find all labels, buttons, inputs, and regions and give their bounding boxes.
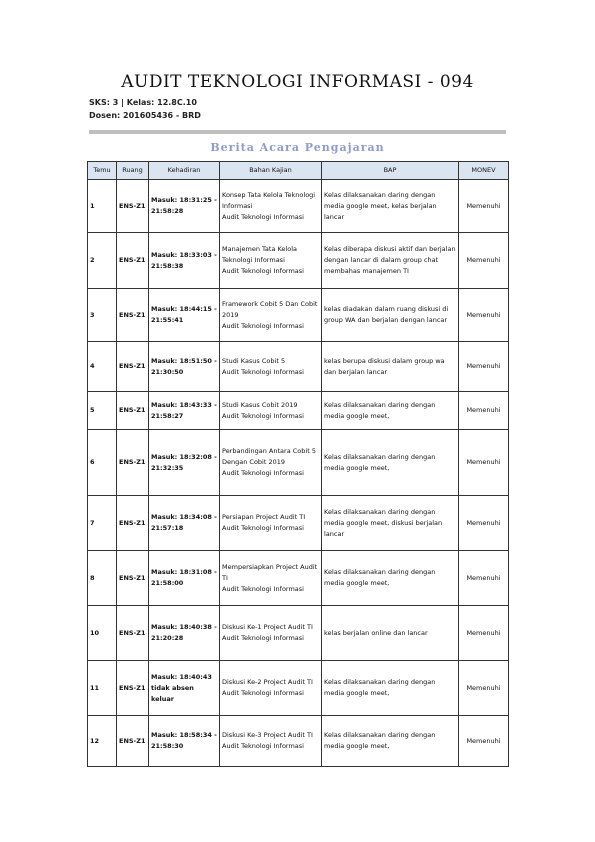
bahan-kajian-text: Diskusi Ke-1 Project Audit TI Audit Teknologi Informasi	[222, 623, 313, 642]
cell-temu: 4	[88, 342, 117, 392]
cell-kehadiran: Masuk: 18:31:25 - 21:58:28	[149, 180, 220, 233]
cell-temu: 10	[88, 606, 117, 661]
cell-kehadiran: Masuk: 18:51:50 - 21:30:50	[149, 342, 220, 392]
bahan-kajian-text: Studi Kasus Cobit 5 Audit Teknologi Informasi	[222, 356, 304, 376]
cell-kehadiran: Masuk: 18:44:15 - 21:55:41	[149, 289, 220, 342]
cell-bap: Kelas diberapa diskusi aktif dan berjalan dengan lancar di dalam group chat membahas manajemen TI	[322, 233, 459, 289]
cell-bap: Kelas dilaksanakan daring dengan media google meet,	[322, 716, 459, 767]
teaching-report-table	[87, 161, 509, 767]
lecturer-line: Dosen: 201605436 - BRD	[89, 111, 201, 120]
cell-bap: Kelas dilaksanakan daring dengan media google meet, diskusi berjalan lancar	[322, 496, 459, 551]
bahan-kajian-text: Mempersiapkan Project Audit TI Audit Teknologi Informasi	[222, 562, 318, 593]
cell-temu: 8	[88, 551, 117, 606]
cell-bap: kelas diadakan dalam ruang diskusi di group WA dan berjalan dengan lancar	[322, 289, 459, 342]
bahan-kajian-text: Diskusi Ke-3 Project Audit TI Audit Teknologi Informasi	[222, 731, 313, 750]
bahan-kajian-text: Perbandingan Antara Cobit 5 Dengan Cobit 2019 Audit Teknologi Informasi	[222, 447, 316, 477]
bahan-kajian-text: Persiapan Project Audit TI Audit Teknologi Informasi	[222, 513, 306, 532]
sks-class-line: SKS: 3 | Kelas: 12.8C.10	[89, 98, 197, 107]
cell-temu: 5	[88, 392, 117, 430]
cell-bahan-kajian	[220, 180, 322, 233]
bahan-kajian-text: Studi Kasus Cobit 2019 Audit Teknologi Informasi	[222, 400, 304, 420]
cell-kehadiran: Masuk: 18:58:34 - 21:58:30	[149, 716, 220, 767]
table-header-row	[88, 162, 509, 180]
cell-bap: Kelas dilaksanakan daring dengan media google meet, kelas berjalan lancar	[322, 180, 459, 233]
cell-bap: Kelas dilaksanakan daring dengan media google meet,	[322, 661, 459, 716]
cell-ruang: ENS-Z1	[117, 551, 149, 606]
cell-temu: 12	[88, 716, 117, 767]
cell-temu: 11	[88, 661, 117, 716]
cell-ruang: ENS-Z1	[117, 716, 149, 767]
cell-monev: Memenuhi	[459, 430, 509, 496]
cell-kehadiran: Masuk: 18:40:43 tidak absen keluar	[149, 661, 220, 716]
cell-temu: 6	[88, 430, 117, 496]
cell-bahan-kajian	[220, 392, 322, 430]
cell-bahan-kajian	[220, 606, 322, 661]
cell-ruang: ENS-Z1	[117, 606, 149, 661]
bahan-kajian-text: Manajemen Tata Kelola Teknologi Informasi Audit Teknologi Informasi	[222, 245, 304, 275]
cell-ruang: ENS-Z1	[117, 661, 149, 716]
cell-bap: Kelas dilaksanakan daring dengan media google meet,	[322, 392, 459, 430]
cell-kehadiran: Masuk: 18:32:08 - 21:32:35	[149, 430, 220, 496]
column-header-ruang: Ruang	[117, 162, 149, 180]
table-row	[88, 496, 509, 551]
cell-kehadiran: Masuk: 18:40:38 - 21:20:28	[149, 606, 220, 661]
table-row	[88, 392, 509, 430]
table-row	[88, 661, 509, 716]
cell-monev: Memenuhi	[459, 606, 509, 661]
cell-ruang: ENS-Z1	[117, 342, 149, 392]
cell-bahan-kajian	[220, 551, 322, 606]
table-row	[88, 289, 509, 342]
cell-kehadiran: Masuk: 18:31:08 - 21:58:00	[149, 551, 220, 606]
cell-bap: Kelas dilaksanakan daring dengan media google meet,	[322, 430, 459, 496]
column-header-bap: BAP	[322, 162, 459, 180]
cell-monev: Memenuhi	[459, 661, 509, 716]
cell-monev: Memenuhi	[459, 342, 509, 392]
cell-kehadiran: Masuk: 18:43:33 - 21:58:27	[149, 392, 220, 430]
cell-ruang: ENS-Z1	[117, 233, 149, 289]
cell-bahan-kajian	[220, 661, 322, 716]
cell-temu: 7	[88, 496, 117, 551]
table-body	[88, 180, 509, 767]
cell-bap: Kelas dilaksanakan daring dengan media google meet,	[322, 551, 459, 606]
cell-bahan-kajian	[220, 289, 322, 342]
cell-ruang: ENS-Z1	[117, 430, 149, 496]
cell-bahan-kajian	[220, 342, 322, 392]
bahan-kajian-text: Diskusi Ke-2 Project Audit TI Audit Teknologi Informasi	[222, 678, 313, 697]
cell-ruang: ENS-Z1	[117, 289, 149, 342]
column-header-monev: MONEV	[459, 162, 509, 180]
table-row	[88, 606, 509, 661]
cell-bahan-kajian	[220, 716, 322, 767]
table-row	[88, 716, 509, 767]
cell-monev: Memenuhi	[459, 551, 509, 606]
table-row	[88, 430, 509, 496]
section-subtitle: Berita Acara Pengajaran	[210, 141, 385, 154]
cell-monev: Memenuhi	[459, 392, 509, 430]
cell-kehadiran: Masuk: 18:33:03 - 21:58:38	[149, 233, 220, 289]
document-title: AUDIT TEKNOLOGI INFORMASI - 094	[121, 72, 474, 92]
bahan-kajian-text: Konsep Tata Kelola Teknologi Informasi Audit Teknologi Informasi	[222, 190, 316, 221]
table-row	[88, 551, 509, 606]
table-row	[88, 233, 509, 289]
cell-bahan-kajian	[220, 430, 322, 496]
column-header-kehadiran: Kehadiran	[149, 162, 220, 180]
cell-ruang: ENS-Z1	[117, 180, 149, 233]
cell-bap: kelas berjalan online dan lancar	[322, 606, 459, 661]
cell-temu: 1	[88, 180, 117, 233]
header-divider	[89, 130, 506, 134]
cell-kehadiran: Masuk: 18:34:08 - 21:57:18	[149, 496, 220, 551]
cell-monev: Memenuhi	[459, 180, 509, 233]
cell-monev: Memenuhi	[459, 716, 509, 767]
cell-bahan-kajian	[220, 233, 322, 289]
column-header-bahan-kajian: Bahan Kajian	[220, 162, 322, 180]
cell-monev: Memenuhi	[459, 289, 509, 342]
cell-temu: 3	[88, 289, 117, 342]
table-row	[88, 180, 509, 233]
cell-bap: kelas berupa diskusi dalam group wa dan berjalan lancar	[322, 342, 459, 392]
cell-ruang: ENS-Z1	[117, 496, 149, 551]
column-header-temu: Temu	[88, 162, 117, 180]
cell-monev: Memenuhi	[459, 233, 509, 289]
table-row	[88, 342, 509, 392]
cell-bahan-kajian	[220, 496, 322, 551]
cell-ruang: ENS-Z1	[117, 392, 149, 430]
bahan-kajian-text: Framework Cobit 5 Dan Cobit 2019 Audit Teknologi Informasi	[222, 299, 318, 330]
cell-monev: Memenuhi	[459, 496, 509, 551]
cell-temu: 2	[88, 233, 117, 289]
